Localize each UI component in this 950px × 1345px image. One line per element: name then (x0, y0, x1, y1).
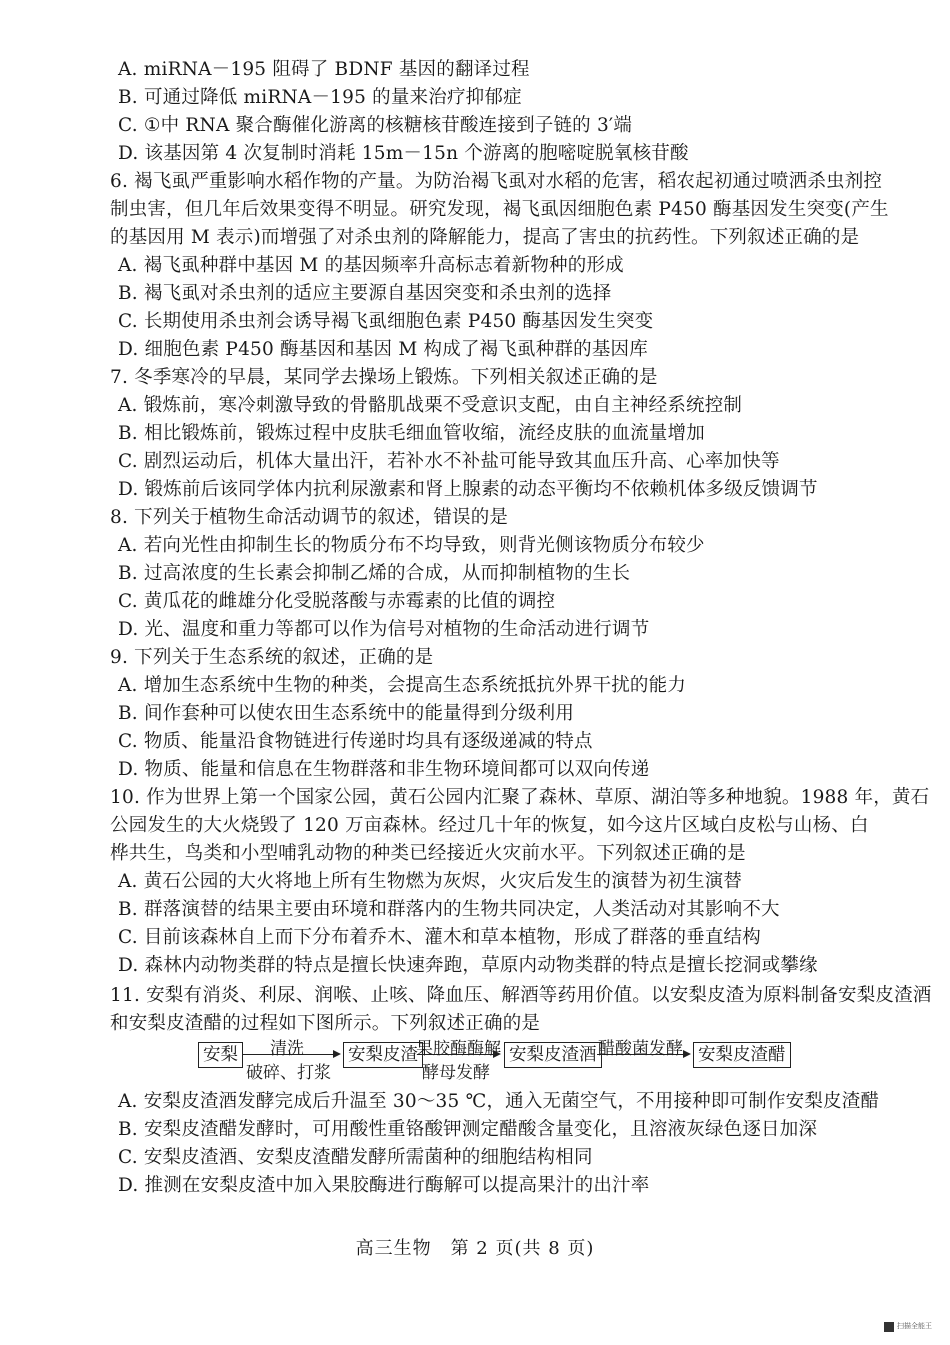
q9-option-a: A. 增加生态系统中生物的种类，会提高生态系统抵抗外界干扰的能力 (118, 675, 687, 696)
process-flow-diagram (198, 1038, 798, 1084)
flow-arrow-2-bottom-label: 酵母发酵 (422, 1063, 490, 1083)
q10-stem-line: 10. 作为世界上第一个国家公园，黄石公园内汇聚了森林、草原、湖泊等多种地貌。1988 年，黄石 (110, 787, 930, 808)
q8-option-d: D. 光、温度和重力等都可以作为信号对植物的生命活动进行调节 (118, 619, 650, 640)
q6-stem-line: 的基因用 M 表示)而增强了对杀虫剂的降解能力，提高了害虫的抗药性。下列叙述正确的是 (110, 227, 860, 248)
q9-option-d: D. 物质、能量和信息在生物群落和非生物环境间都可以双向传递 (118, 759, 650, 780)
q11-option-d: D. 推测在安梨皮渣中加入果胶酶进行酶解可以提高果汁的出汁率 (118, 1175, 650, 1196)
q5-option-c: C. ①中 RNA 聚合酶催化游离的核糖核苷酸连接到子链的 3′端 (118, 115, 633, 136)
q11-option-b: B. 安梨皮渣醋发酵时，可用酸性重铬酸钾测定醋酸含量变化，且溶液灰绿色逐日加深 (118, 1119, 818, 1140)
q5-option-a: A. miRNA－195 阻碍了 BDNF 基因的翻译过程 (118, 59, 530, 80)
flow-box-vinegar: 安梨皮渣醋 (693, 1042, 791, 1068)
q11-option-c: C. 安梨皮渣酒、安梨皮渣醋发酵所需菌种的细胞结构相同 (118, 1147, 593, 1168)
q7-option-a: A. 锻炼前，寒冷刺激导致的骨骼肌战栗不受意识支配，由自主神经系统控制 (118, 395, 743, 416)
q10-option-b: B. 群落演替的结果主要由环境和群落内的生物共同决定，人类活动对其影响不大 (118, 899, 780, 920)
flow-box-pomace: 安梨皮渣 (343, 1042, 423, 1068)
flow-arrow-3-top-label: 醋酸菌发酵 (598, 1039, 683, 1059)
q7-option-b: B. 相比锻炼前，锻炼过程中皮肤毛细血管收缩，流经皮肤的血流量增加 (118, 423, 705, 444)
q6-option-a: A. 褐飞虱种群中基因 M 的基因频率升高标志着新物种的形成 (118, 255, 624, 276)
q5-option-b: B. 可通过降低 miRNA－195 的量来治疗抑郁症 (118, 87, 522, 108)
q9-option-c: C. 物质、能量沿食物链进行传递时均具有逐级递减的特点 (118, 731, 593, 752)
q10-stem-line: 公园发生的大火烧毁了 120 万亩森林。经过几十年的恢复，如今这片区域白皮松与山杨、白 (110, 815, 869, 836)
q8-stem-line: 8. 下列关于植物生命活动调节的叙述，错误的是 (110, 507, 509, 528)
q7-option-c: C. 剧烈运动后，机体大量出汗，若补水不补盐可能导致其血压升高、心率加快等 (118, 451, 780, 472)
q6-option-c: C. 长期使用杀虫剂会诱导褐飞虱细胞色素 P450 酶基因发生突变 (118, 311, 654, 332)
flow-box-wine: 安梨皮渣酒 (504, 1042, 602, 1068)
q10-option-c: C. 目前该森林自上而下分布着乔木、灌木和草本植物，形成了群落的垂直结构 (118, 927, 761, 948)
q10-stem-line: 桦共生，鸟类和小型哺乳动物的种类已经接近火灾前水平。下列叙述正确的是 (110, 843, 746, 864)
q11-option-a: A. 安梨皮渣酒发酵完成后升温至 30～35 ℃，通入无菌空气，不用接种即可制作安梨皮渣醋 (118, 1091, 880, 1112)
q6-option-d: D. 细胞色素 P450 酶基因和基因 M 构成了褐飞虱种群的基因库 (118, 339, 648, 360)
flow-box-pear: 安梨 (198, 1042, 243, 1068)
q8-option-b: B. 过高浓度的生长素会抑制乙烯的合成，从而抑制植物的生长 (118, 563, 631, 584)
qr-code-icon (884, 1322, 894, 1332)
scanner-watermark: 扫描全能王 (897, 1322, 932, 1330)
q8-option-a: A. 若向光性由抑制生长的物质分布不均导致，则背光侧该物质分布较少 (118, 535, 705, 556)
q7-stem-line: 7. 冬季寒冷的早晨，某同学去操场上锻炼。下列相关叙述正确的是 (110, 367, 658, 388)
q11-stem-line: 和安梨皮渣醋的过程如下图所示。下列叙述正确的是 (110, 1013, 541, 1034)
q5-option-d: D. 该基因第 4 次复制时消耗 15m－15n 个游离的胞嘧啶脱氧核苷酸 (118, 143, 689, 164)
q8-option-c: C. 黄瓜花的雌雄分化受脱落酸与赤霉素的比值的调控 (118, 591, 556, 612)
flow-arrow-1-bottom-label: 破碎、打浆 (246, 1063, 331, 1083)
q10-option-d: D. 森林内动物类群的特点是擅长快速奔跑，草原内动物类群的特点是擅长挖洞或攀缘 (118, 955, 818, 976)
q6-option-b: B. 褐飞虱对杀虫剂的适应主要源自基因突变和杀虫剂的选择 (118, 283, 612, 304)
q7-option-d: D. 锻炼前后该同学体内抗利尿激素和肾上腺素的动态平衡均不依赖机体多级反馈调节 (118, 479, 818, 500)
q9-option-b: B. 间作套种可以使农田生态系统中的能量得到分级利用 (118, 703, 575, 724)
q11-stem-line: 11. 安梨有消炎、利尿、润喉、止咳、降血压、解酒等药用价值。以安梨皮渣为原料制备安梨皮渣酒 (110, 985, 932, 1006)
q9-stem-line: 9. 下列关于生态系统的叙述，正确的是 (110, 647, 434, 668)
q10-option-a: A. 黄石公园的大火将地上所有生物燃为灰烬，火灾后发生的演替为初生演替 (118, 871, 743, 892)
page-footer: 高三生物 第 2 页(共 8 页) (355, 1238, 595, 1259)
flow-arrow-2-top-label: 果胶酶酶解 (416, 1039, 501, 1059)
flow-arrow-1-top-label: 清洗 (270, 1039, 304, 1059)
q6-stem-line: 制虫害，但几年后效果变得不明显。研究发现，褐飞虱因细胞色素 P450 酶基因发生突变(产生 (110, 199, 889, 220)
q6-stem-line: 6. 褐飞虱严重影响水稻作物的产量。为防治褐飞虱对水稻的危害，稻农起初通过喷洒杀虫剂控 (110, 171, 883, 192)
